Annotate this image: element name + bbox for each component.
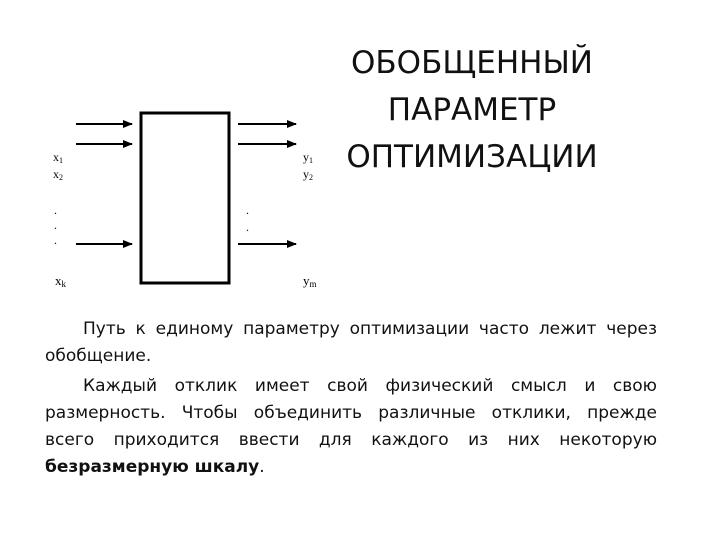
- paragraph-1: Путь к единому параметру оптимизации часто лежит через обобщение.: [45, 319, 657, 366]
- bold-term: безразмерную шкалу: [45, 457, 260, 477]
- input-dot-3: .: [54, 233, 57, 247]
- body-text: [45, 316, 657, 484]
- title-line-3: ОПТИМИЗАЦИИ: [346, 139, 598, 175]
- output-label-2: y2: [303, 167, 313, 182]
- output-dot-2: .: [246, 220, 249, 234]
- input-dot-2: .: [54, 218, 57, 232]
- output-dot-1: .: [246, 203, 249, 217]
- output-label-1: y1: [303, 150, 313, 165]
- output-label-m: ym: [303, 273, 317, 289]
- title-line-1: ОБОБЩЕННЫЙ: [351, 45, 593, 81]
- input-label-k: xk: [55, 273, 66, 289]
- system-box: [141, 113, 229, 283]
- input-label-2: x2: [53, 167, 63, 182]
- paragraph-2-end: .: [259, 457, 265, 477]
- title-line-2: ПАРАМЕТР: [387, 92, 557, 128]
- paragraph-2-text: Каждый отклик имеет свой физический смысл и свою размерность. Чтобы объединить различные отклики, прежде всего приходится ввести для каждого из них некоторую: [45, 376, 657, 450]
- input-dot-1: .: [54, 203, 57, 217]
- input-label-1: x1: [53, 150, 63, 165]
- paragraph-2: [45, 373, 657, 481]
